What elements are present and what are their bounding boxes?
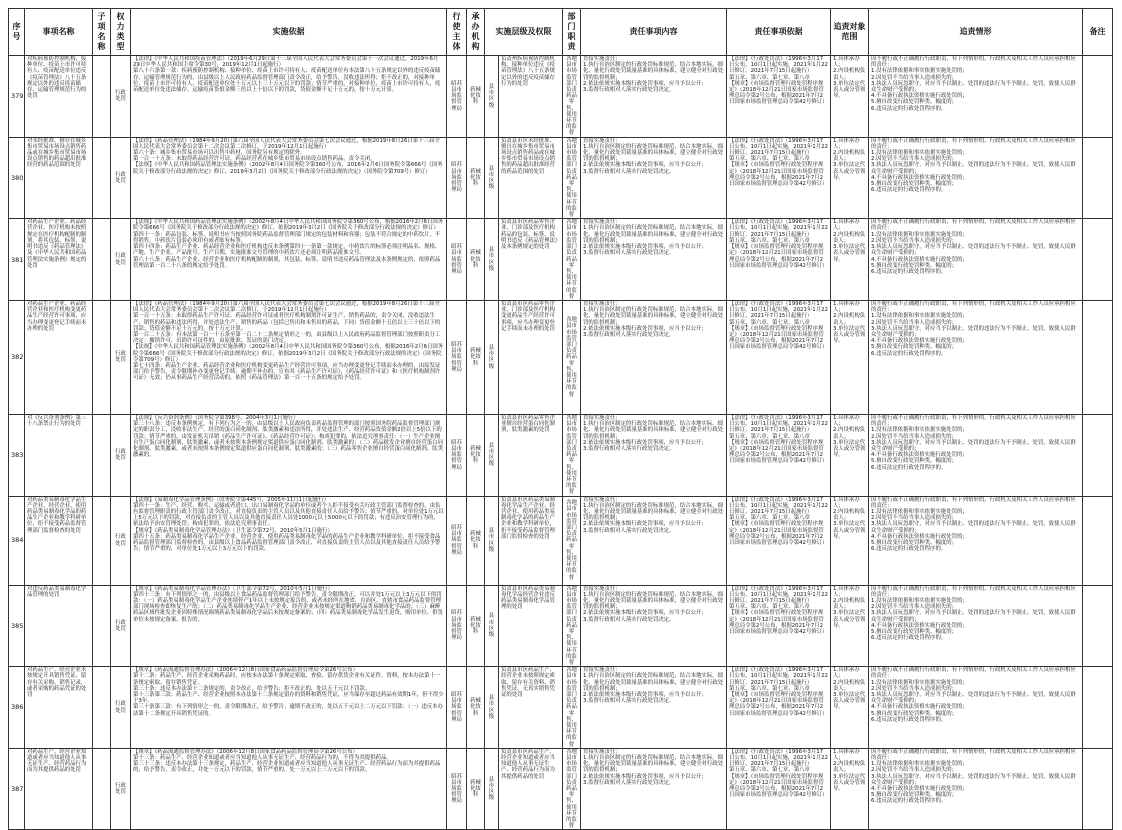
row-actor — [447, 585, 467, 667]
row-seq-text: 382 — [11, 353, 24, 362]
row-scope — [831, 219, 869, 301]
row-power-type-text: 行政处罚 — [115, 351, 126, 364]
row-scope — [831, 748, 869, 830]
row-power-type-text: 行政处罚 — [115, 782, 126, 796]
table-row — [9, 414, 1113, 496]
row-actor — [447, 56, 467, 138]
row-level-county-text: 县市区级 — [488, 83, 495, 109]
row-level-detail — [499, 667, 563, 749]
row-undertaker-text: 药械化妆科 — [470, 698, 481, 717]
row-duty — [581, 748, 727, 830]
row-basis — [131, 219, 447, 301]
row-actor — [447, 219, 467, 301]
col-dept: 部门职责 — [563, 9, 581, 56]
row-dept-text: 各地县市市场监管部门负责药品零售、使用环节的监督 — [566, 500, 577, 581]
row-seq — [9, 667, 25, 749]
row-situation-text: 因不履行或不正确履行行政职责，有下列情形的，行政机关及相关工作人员应承担相应的责任： 1.没有法律依据和事实依据实施处罚的； 2.因处罚不当给当事人造成损失的； 3.执法人员玩忽职守，对应当予以制止、处罚的违法行为不予制止、处罚，致使人民群众生命财产受损的； 4.不具备行政执法资格实施行政处罚的； 5.擅自改变行政处罚种类、幅度的； 6.违反法定的行政处罚程序的。 — [871, 414, 1076, 471]
row-remark — [1083, 219, 1113, 301]
row-item-name — [25, 585, 93, 667]
row-actor — [447, 748, 467, 830]
row-power-type-text: 行政处罚 — [115, 171, 126, 184]
row-sub-item — [93, 137, 111, 219]
row-duty — [581, 300, 727, 414]
row-scope — [831, 585, 869, 667]
row-duty-basis — [727, 585, 831, 667]
row-level-county-text: 县市区级 — [488, 442, 495, 468]
row-actor-text: 昭苏县市场监督管理局 — [451, 244, 462, 275]
col-undertaker: 承办机构 — [467, 9, 485, 56]
row-dept — [563, 748, 581, 830]
row-basis-text: 【规章】《药品类易制毒化学品管理办法》（卫生部令第72号，2010年5月1日施行） 第四十三条：有下列情形之一的，由县级以上食品药品监督管理部门给予警告，责令限期改正，可以并处1万元以上3万元以下的罚款：（一）药品类易制毒化学品生产企业连续停产1年以上未按规定报告的，或者未经所在地省、自治区、直辖市食品药品监督管理部门现场检查即恢复生产的；（二）药品类易制毒化学品生产企业、经营企业未按规定渠道购销药品类易制毒化学品的；（三）麻醉药品区域性批发企业因特殊情况调剂药品类易制毒化学品后未按规定备案的；（四）药品类易制毒化学品发生退货，购用单位、供货单位未按规定备案、报告的。 — [133, 585, 443, 623]
row-level-county-text: 县市区级 — [488, 345, 495, 370]
row-actor-text: 昭苏县市场监督管理局 — [451, 525, 462, 556]
row-power-type-text: 行政处罚 — [115, 90, 126, 103]
row-duty — [581, 414, 727, 496]
row-level-county — [485, 667, 499, 749]
row-scope-text: 1.具体承办人； 2.内设机构负责人； 3.单位法定代表人或分管领导。 — [833, 585, 866, 629]
row-item-name-text: 对疾病预防控制机构、接种单位、疫苗上市许可持有人、疫苗配送单位违反《疫苗管理法》八十五条规定以外的违反疫苗储存、运输管理规范行为的处罚 — [27, 56, 87, 100]
row-duty-basis — [727, 56, 831, 138]
row-dept-text: 各地县市市场监管部门负责药品零售、使用环节的监督 — [566, 219, 577, 300]
row-dept — [563, 585, 581, 667]
row-basis-text: 【法律】《中华人民共和国疫苗管理法》（2019年6月29日第十三届全国人民代表大会常务委员会第十一次会议通过，2019年6月29日中华人民共和国主席令第30号，2019年12月1日起施行） 第八十六条第一款：疾病预防控制机构、接种单位、疫苗上市许可持有人、疫苗配送单位有本法第八十五条规定以外的违反疫苗储存、运输管理规范行为的，由县级以上人民政府药品监督管理部门责令改正，给予警告，没收违法所得；拒不改正的，对接种单位、疫苗上市许可持有人、疫苗配送单位处十万元以上三十万元以下的罚款；情节严重的，对接种单位、疫苗上市许可持有人、疫苗配送单位处违法储存、运输疫苗货值金额三倍以上十倍以下的罚款，货值金额不足十万元的，按十万元计算。 — [133, 56, 441, 94]
row-level-county-text: 县市区级 — [488, 247, 495, 272]
row-power-type-text: 行政处罚 — [115, 449, 126, 462]
row-level-county — [485, 137, 499, 219]
row-basis-text: 【法规】《反兴奋剂条例》（国务院令第398号，2004年3月1日施行） 第三十八条：违反本条例规定，有下列行为之一的，由县级以上人民政府负责药品监督管理的部门按照国务院药品监督管理部门规定的职责分工，没收非法生产、经营的蛋白同化制剂、肽类激素和违法所得，并处违法生产、经营药品货值金额2倍以上5倍以下的罚款；情节严重的，由发证机关吊销《药品生产许可证》、《药品经营许可证》；构成犯罪的，依法追究刑事责任：（一）生产企业擅自生产蛋白同化制剂、肽类激素，或者未按照本条例规定渠道供应蛋白同化制剂、肽类激素的；（二）药品批发企业擅自经营蛋白同化制剂、肽类激素，或者未按照本条例规定渠道供应蛋白同化制剂、肽类激素的；（三）药品零售企业擅自经营蛋白同化制剂、肽类激素的。 — [133, 414, 443, 459]
row-situation — [869, 585, 1083, 667]
row-basis-text: 【法规】《易制毒化学品管理条例》（国务院令第445号，2005年11月1日起施行） 第四十一条：生产、经营、购买、运输或者进口、出口易制毒化学品的单位或者个人拒不接受有关行政主管部门监督检查的，由负有监督管理职责的行政主管部门责令改正，对直接负责的主管人员以及其他直接责任人员给予警告；情节严重的，对单位处1万元以上5万元以下的罚款，对直接负责的主管人员以及其他直接责任人员处1000元以上5000元以下的罚款；有违反治安管理行为的，依法给予治安管理处罚；构成犯罪的，依法追究刑事责任。 【规章】《药品类易制毒化学品管理办法》（卫生部令第72号，2010年5月1日施行） 第四十五条：药品类易制毒化学品生产企业、经营企业、使用药品类易制毒化学品的药品生产企业和教学科研单位，拒不接受食品药品监督管理部门监督检查的，由县级以上食品药品监督管理部门责令改正，对直接负责的主管人员以及其他直接责任人员给予警告；情节严重的，对单位处1万元以上3万元以下的罚款。 — [133, 496, 444, 553]
row-duty-basis-text: 【法律】《行政处罚法》（1996年3月17日公布，10月1日起实施，2021年1月22日修订，2021年7月15日起施行） 第五章、第六章、第七章、第八章 【规章】《市场监督管理行政处罚程序规定》（2018年12月21日国家市场监督管理总局令第2号公布，根据2021年7月2日国家市场监督管理总局令第42号修订） — [729, 56, 828, 106]
row-level-detail-text: 负责县市区药品零售企业擅自经营蛋白同化制剂、肽类激素的处罚 — [501, 414, 555, 434]
row-sub-item — [93, 414, 111, 496]
row-basis — [131, 414, 447, 496]
row-seq — [9, 414, 25, 496]
row-duty-basis-text: 【法律】《行政处罚法》（1996年3月17日公布，10月1日起实施，2021年1月22日修订，2021年7月15日起施行） 第五章、第六章、第七章、第八章 【规章】《市场监督管理行政处罚程序规定》（2018年12月21日国家市场监督管理总局令第2号公布，根据2021年7月2日国家市场监督管理总局令第42号修订） — [729, 137, 828, 188]
table-row — [9, 56, 1113, 138]
row-undertaker — [467, 56, 485, 138]
row-duty-basis-text: 【法律】《行政处罚法》（1996年3月17日公布，10月1日起实施，2021年1月22日修订，2021年7月15日起施行） 第五章、第六章、第七章、第八章 【规章】《市场监督管理行政处罚程序规定》（2018年12月21日国家市场监督管理总局令第2号公布，根据2021年7月2日国家市场监督管理总局令第42号修订） — [729, 219, 828, 269]
row-power-type — [111, 414, 131, 496]
row-scope — [831, 667, 869, 749]
row-undertaker-text: 药械化妆科 — [470, 87, 481, 106]
row-level-county — [485, 219, 499, 301]
row-undertaker-text: 药械化妆科 — [470, 779, 481, 799]
row-actor — [447, 137, 467, 219]
row-dept-text: 各地县市市场监管部门负责药品零售、使用环节的监督 — [566, 748, 577, 830]
row-remark — [1083, 496, 1113, 585]
row-situation-text: 因不履行或不正确履行行政职责，有下列情形的，行政机关及相关工作人员应承担相应的责任： 1.没有法律依据和事实依据实施处罚的； 2.因处罚不当给当事人造成损失的； 3.执法人员玩忽职守，对应当予以制止、处罚的违法行为不予制止、处罚，致使人民群众生命财产受损的； 4.不具备行政执法资格实施行政处罚的； 5.擅自改变行政处罚种类、幅度的； 6.违反法定的行政处罚程序的。 — [871, 56, 1076, 112]
row-undertaker — [467, 585, 485, 667]
row-level-detail-text: 负责县市区药品类易制毒化学品生产企业、经营企业、使用药品类易制毒化学品的药品生产企业和教学科研单位，拒不接受药品监督管理部门监督检查的处罚 — [501, 496, 555, 540]
row-actor — [447, 496, 467, 585]
row-scope — [831, 414, 869, 496]
row-situation-text: 因不履行或不正确履行行政职责，有下列情形的，行政机关及相关工作人员应承担相应的责任： 1.没有法律依据和事实依据实施处罚的； 2.因处罚不当给当事人造成损失的； 3.执法人员玩忽职守，对应当予以制止、处罚的违法行为不予制止、处罚，致使人民群众生命财产受损的； 4.不具备行政执法资格实施行政处罚的； 5.擅自改变行政处罚种类、幅度的； 6.违反法定的行政处罚程序的。 — [871, 137, 1076, 194]
row-situation — [869, 414, 1083, 496]
row-level-detail — [499, 414, 563, 496]
row-actor-text: 昭苏县市场监督管理局 — [451, 439, 462, 471]
row-scope-text: 1.具体承办人； 2.内设机构负责人； 3.单位法定代表人或分管领导。 — [833, 56, 866, 100]
row-duty-basis-text: 【法律】《行政处罚法》（1996年3月17日公布，10月1日起实施，2021年1月22日修订，2021年7月15日起施行） 第五章、第六章、第七章、第八章 【规章】《市场监督管理行政处罚程序规定》（2018年12月21日国家市场监督管理总局令第2号公布，根据2021年7月2日国家市场监督管理总局令第42号修订） — [729, 667, 828, 717]
row-situation — [869, 56, 1083, 138]
col-seq: 序号 — [9, 9, 25, 56]
power-list-table — [8, 8, 1113, 830]
row-undertaker — [467, 137, 485, 219]
row-situation — [869, 748, 1083, 830]
row-dept-text: 各地县市市场监管部门负责药品零售、使用环节的监督 — [566, 414, 577, 496]
col-scope: 追责对象范围 — [831, 9, 869, 56]
row-situation — [869, 667, 1083, 749]
row-actor-text: 昭苏县市场监督管理局 — [451, 162, 462, 194]
row-basis-text: 【规章】《药品流通监督管理办法》（2006年12月8日国家食品药品监督管理局令第26号公布） 第十三条：药品生产、经营企业知道或者应当知道他人从事无证生产、经营药品行为的，不得为其提供药品。 第三十三条：违反本办法第十三条规定，药品生产、经营企业知道或者应当知道他人从事无证生产、经营药品行为而为其提供药品的，给予警告，责令改正，并处一万元以下的罚款，情节严重的，处一万元以上三万元以下的罚款。 — [133, 748, 441, 774]
row-scope-text: 1.具体承办人； 2.内设机构负责人； 3.单位法定代表人或分管领导。 — [833, 300, 866, 345]
row-level-detail-text: 负责县市区药品生产、经营企业知道或者应当知道他人从事无证生产、经营药品行为而为其提供药品的处罚 — [501, 748, 555, 780]
row-power-type — [111, 748, 131, 830]
row-duty-text: 直接实施责任： 1.执行自治区制定的行政处罚标准规范，结合本地实际，细化、量化行政处罚裁量基准的具体标准，建立健全对行政处罚的监督机制； 2.依法依规实施本级行政处罚事项，应当予以公开； 3.监督行政相对人落实行政处罚决定。 — [583, 219, 724, 257]
row-duty-basis-text: 【法律】《行政处罚法》（1996年3月17日公布，10月1日起实施，2021年1月22日修订，2021年7月15日起施行） 第五章、第六章、第七章、第八章 【规章】《市场监督管理行政处罚程序规定》（2018年12月21日国家市场监督管理总局令第2号公布，根据2021年7月2日国家市场监督管理总局令第42号修订） — [729, 748, 828, 799]
row-level-detail-text: 负责县市区药品零售企业、门诊部及医疗机构药品的包装、标签、说明书违反《药品管理法》及本条例规定的处罚 — [501, 219, 558, 251]
row-basis — [131, 585, 447, 667]
row-sub-item — [93, 219, 111, 301]
row-level-detail — [499, 56, 563, 138]
row-power-type-text: 行政处罚 — [115, 619, 126, 632]
row-power-type — [111, 137, 131, 219]
header-row — [9, 9, 1113, 56]
row-duty-text: 直接实施责任： 1.执行自治区制定的行政处罚标准规范，结合本地实际，细化、量化行政处罚裁量基准的具体标准，建立健全对行政处罚的监督机制； 2.依法依规实施本级行政处罚事项，应当予以公开； 3.监督行政相对人落实行政处罚决定。 — [583, 496, 724, 534]
row-seq — [9, 496, 25, 585]
row-level-county-text: 县市区级 — [488, 613, 495, 639]
row-power-type — [111, 56, 131, 138]
table-row — [9, 667, 1113, 749]
row-duty-basis — [727, 300, 831, 414]
row-dept — [563, 300, 581, 414]
row-duty — [581, 496, 727, 585]
row-duty-basis — [727, 667, 831, 749]
row-duty-basis-text: 【法律】《行政处罚法》（1996年3月17日公布，10月1日起实施，2021年1月22日修订，2021年7月15日起施行） 第五章、第六章、第七章、第八章 【规章】《市场监督管理行政处罚程序规定》（2018年12月21日国家市场监督管理总局令第2号公布，根据2021年7月2日国家市场监督管理总局令第42号修订） — [729, 585, 828, 635]
table-row — [9, 496, 1113, 585]
row-sub-item — [93, 300, 111, 414]
row-dept-text: 各地县市市场监管部门负责药品零售、使用环节的监督 — [566, 137, 577, 219]
row-scope-text: 1.具体承办人； 2.内设机构负责人； 3.单位法定代表人或分管领导。 — [833, 137, 866, 181]
row-undertaker-text: 药械化妆科 — [470, 250, 481, 269]
row-remark — [1083, 748, 1113, 830]
row-basis-text: 【规章】《药品流通监督管理办法》（2006年12月8日国家食品药品监督管理局令第26号公布） 第十二条：药品生产、经营企业采购药品时，应按本办法第十条规定索取、查验、留存供货企业有关证件、资料，按本办法第十一条规定索取、留存销售凭证。 第三十条：违反本办法第十二条规定的，责令改正，给予警告；拒不改正的，处以五千元以下罚款。 第十三条第三款：药品生产、经营企业按照本办法第十二条规定留存的资料和销售凭证，应当保存至超过药品有效期1年，但不得少于3年。 第三十条第三款：有下列情形之一的，责令限期改正，给予警告；逾期不改正的，处以五千元以上二万元以下罚款：（一）违反本办法第十二条规定开具销售凭证的。 — [133, 667, 444, 717]
row-actor — [447, 300, 467, 414]
row-duty-text: 直接实施责任： 1.执行自治区制定的行政处罚标准规范，结合本地实际，细化、量化行政处罚裁量基准的具体标准，建立健全对行政处罚的监督机制； 2.依法依规实施本级行政处罚事项，应当予以公开； 3.监督行政相对人落实行政处罚决定。 — [583, 137, 724, 175]
row-item-name-text: 对《反兴奋剂条例》第三十八条禁止行为的处罚 — [27, 414, 87, 428]
row-dept-text: 各地县市市场监管部门负责药品零售、使用环节的监督 — [566, 56, 577, 137]
table-row — [9, 748, 1113, 830]
row-power-type — [111, 585, 131, 667]
table-row — [9, 137, 1113, 219]
row-power-type — [111, 300, 131, 414]
col-basis: 实施依据 — [131, 9, 447, 56]
row-undertaker-text: 药械化妆科 — [470, 531, 481, 550]
row-level-county-text: 县市区级 — [488, 776, 495, 802]
row-level-detail-text: 负责县市区药品生产、经营企业未按照规定索取、留存有关资料、销售凭证，无真实销售凭证的处罚 — [501, 667, 555, 699]
row-remark — [1083, 56, 1113, 138]
row-item-name — [25, 496, 93, 585]
row-situation-text: 因不履行或不正确履行行政职责，有下列情形的，行政机关及相关工作人员应承担相应的责任： 1.没有法律依据和事实依据实施处罚的； 2.因处罚不当给当事人造成损失的； 3.执法人员玩忽职守，对应当予以制止、处罚的违法行为不予制止、处罚，致使人民群众生命财产受损的； 4.不具备行政执法资格实施行政处罚的； 5.擅自改变行政处罚种类、幅度的； 6.违反法定的行政处罚程序的。 — [871, 300, 1076, 357]
row-seq — [9, 300, 25, 414]
row-duty — [581, 585, 727, 667]
row-actor — [447, 414, 467, 496]
row-seq — [9, 585, 25, 667]
row-dept — [563, 414, 581, 496]
row-duty — [581, 56, 727, 138]
row-situation-text: 因不履行或不正确履行行政职责，有下列情形的，行政机关及相关工作人员应承担相应的责任： 1.没有法律依据和事实依据实施处罚的； 2.因处罚不当给当事人造成损失的； 3.执法人员玩忽职守，对应当予以制止、处罚的违法行为不予制止、处罚，致使人民群众生命财产受损的； 4.不具备行政执法资格实施行政处罚的； 5.擅自改变行政处罚种类、幅度的； 6.违反法定的行政处罚程序的。 — [871, 748, 1076, 805]
table-row — [9, 585, 1113, 667]
row-power-type-text: 行政处罚 — [115, 253, 126, 266]
row-item-name-text: 对药品类易制毒化学品生产企业、经营企业、使用药品类易制毒化学品的药品生产企业和教学科研单位，拒不接受药品监督管理部门监督检查的处罚 — [27, 496, 87, 534]
row-actor-text: 昭苏县市场监督管理局 — [451, 610, 462, 642]
row-seq-text: 383 — [11, 451, 24, 460]
row-undertaker-text: 药械化妆科 — [470, 348, 481, 367]
row-basis-text: 【法律】《药品管理法》（1984年9月20日第六届全国人民代表大会常务委员会第七次会议通过，根据2019年8月26日第十三届全国人民代表大会常务委员会第十二次会议第二次修订，于2019年12月1日起施行） 第一百一十五条：未取得药品生产许可证、药品经营许可证或者医疗机构制剂许可证生产、销售药品的，责令关闭，没收违法生产、销售的药品和违法所得，并处违法生产、销售的药品（包括已售出和未售出的药品，下同）货值金额十五倍以上三十倍以下的罚款；货值金额不足十万元的，按十万元计算。 第一百二十五条：有本法第一百一十五条至第一百二十二条规定情形之一的，由县级以上人民政府药品监督管理部门按照职责分工决定：撤销许可、吊销许可证件的，由原批准、发证的部门决定。 【法规】《中华人民共和国药品管理法实施条例》（2002年8月4日中华人民共和国国务院令第360号公布，根据2016年2月6日国务院令第666号《国务院关于修改部分行政法规的决定》修订，依据2019年3月2日《国务院关于修改部分行政法规的决定》（国务院令第709号）修订） 第七十四条：药品生产企业、药品经营企业和医疗机构变更药品生产经营许可事项，应当办理变更登记手续而未办理的，由原发证部门给予警告，责令限期补办变更登记手续；逾期不补办的，宣布其《药品生产许可证》、《药品经营许可证》和《医疗机构制剂许可证》无效；仍从事药品生产经营活动的，依照《药品管理法》第一百一十五条的规定给予处罚。 — [133, 300, 444, 382]
row-dept — [563, 56, 581, 138]
row-power-type — [111, 219, 131, 301]
row-duty-text: 直接实施责任： 1.执行自治区制定的行政处罚标准规范，结合本地实际，细化、量化行政处罚裁量基准的具体标准，建立健全对行政处罚的监督机制； 2.依法依规实施本级行政处罚事项，应当予以公开； 3.监督行政相对人落实行政处罚决定。 — [583, 56, 724, 94]
row-dept-text: 各地县市市场监管部门负责药品零售、使用环节的监督 — [566, 667, 577, 748]
row-seq — [9, 137, 25, 219]
row-sub-item — [93, 56, 111, 138]
row-duty-basis — [727, 748, 831, 830]
row-dept — [563, 137, 581, 219]
row-situation-text: 因不履行或不正确履行行政职责，有下列情形的，行政机关及相关工作人员应承担相应的责任： 1.没有法律依据和事实依据实施处罚的； 2.因处罚不当给当事人造成损失的； 3.执法人员玩忽职守，对应当予以制止、处罚的违法行为不予制止、处罚，致使人民群众生命财产受损的； 4.不具备行政执法资格实施行政处罚的； 5.擅自改变行政处罚种类、幅度的； 6.违反法定的行政处罚程序的。 — [871, 219, 1076, 275]
row-sub-item — [93, 667, 111, 749]
row-basis — [131, 56, 447, 138]
col-power-type: 权力类型 — [111, 9, 131, 56]
row-scope-text: 1.具体承办人； 2.内设机构负责人； 3.单位法定代表人或分管领导。 — [833, 414, 866, 459]
row-dept-text: 各地县市市场监管部门负责药品零售、使用环节的监督 — [566, 585, 577, 666]
row-sub-item — [93, 496, 111, 585]
col-duty-basis: 责任事项依据 — [727, 9, 831, 56]
row-scope-text: 1.具体承办人； 2.内设机构负责人； 3.单位法定代表人或分管领导。 — [833, 667, 866, 711]
row-seq — [9, 219, 25, 301]
row-level-detail-text: 负责县市区药品零售企业、门诊部及医疗机构变更药品生产经营许可事项，应当办理变更登记手续而未办理的处罚 — [501, 300, 555, 332]
row-duty-basis — [727, 137, 831, 219]
row-scope — [831, 137, 869, 219]
row-seq-text: 387 — [11, 785, 24, 794]
row-level-county-text: 县市区级 — [488, 695, 495, 720]
row-level-detail-text: 负责县市区药品类易制毒化学品经营企业违反药品类易制毒化学品管理的处罚 — [501, 585, 555, 611]
row-undertaker-text: 药械化妆科 — [470, 616, 481, 635]
col-duty: 责任事项内容 — [581, 9, 727, 56]
row-situation — [869, 137, 1083, 219]
row-duty-basis — [727, 219, 831, 301]
row-remark — [1083, 414, 1113, 496]
row-situation-text: 因不履行或不正确履行行政职责，有下列情形的，行政机关及相关工作人员应承担相应的责任： 1.没有法律依据和事实依据实施处罚的； 2.因处罚不当给当事人造成损失的； 3.执法人员玩忽职守，对应当予以制止、处罚的违法行为不予制止、处罚，致使人民群众生命财产受损的； 4.不具备行政执法资格实施行政处罚的； 5.擅自改变行政处罚种类、幅度的； 6.违反法定的行政处罚程序的。 — [871, 667, 1076, 723]
row-situation — [869, 496, 1083, 585]
row-duty — [581, 667, 727, 749]
row-duty-basis — [727, 496, 831, 585]
row-level-detail — [499, 585, 563, 667]
table-row — [9, 300, 1113, 414]
row-item-name-text: 对药品生产企业、药品经营企业、医疗机构未按照规定在医疗机构配制的制剂，将其包装、标签、说明书违反《药品管理法》及《中华人民共和国药品管理法实施条例》规定的处罚 — [27, 219, 87, 269]
row-power-type-text: 行政处罚 — [115, 534, 126, 547]
row-basis — [131, 300, 447, 414]
row-undertaker-text: 药械化妆科 — [470, 168, 481, 188]
row-seq-text: 385 — [11, 621, 24, 630]
row-undertaker — [467, 496, 485, 585]
row-seq-text: 386 — [11, 703, 24, 712]
row-level-detail-text: 负责州疾病预防控制机构、接种单位违反《疫苗管理法》八十五条规定以外的违反疫苗储存行为的处罚 — [501, 56, 555, 87]
row-situation — [869, 219, 1083, 301]
row-basis-text: 【法律】《药品管理法》（1984年9月20日第六届全国人民代表大会常务委员会第七次会议通过，根据2019年8月26日第十三届全国人民代表大会常务委员会第十二次会议第二次修订，于2019年12月1日起施行） 第六十条：城乡集市贸易市场可以出售中药材，国务院另有规定的除外。 第一百一十五条：未取得药品经营许可证，药品经营者在城乡集市贸易市场设点销售药品，责令关闭。 【法规】《中华人民共和国药品管理法实施条例》（2002年8月4日国务院令第360号公布，2016年2月6日国务院令第666号《国务院关于修改部分行政法规的决定》修订，2019年3月2日《国务院关于修改部分行政法规的决定》（国务院令第709号）修订） — [133, 137, 443, 175]
row-item-name — [25, 219, 93, 301]
row-duty-text: 直接实施责任： 1.执行自治区制定的行政处罚标准规范，结合本地实际，细化、量化行政处罚裁量基准的具体标准，建立健全对行政处罚的监督机制； 2.依法依规实施本级行政处罚事项，应当予以公开； 3.监督行政相对人落实行政处罚决定。 — [583, 585, 724, 623]
row-level-county-text: 县市区级 — [488, 165, 495, 191]
row-scope-text: 1.具体承办人； 2.内设机构负责人； 3.单位法定代表人或分管领导。 — [833, 748, 866, 793]
row-actor-text: 昭苏县市场监督管理局 — [451, 773, 462, 805]
row-item-name-text: 对药品生产、经营企业未按规定开具销售凭证、留存有关采购、销售记录，或者采购的药品凭证的处罚 — [27, 667, 87, 699]
row-basis-text: 【法规】《中华人民共和国药品管理法实施条例》（2002年8月4日中华人民共和国国务院令第360号公布，根据2016年2月6日国务院令第666号《国务院关于修改部分行政法规的决定》修订，依据2019年3月2日《国务院关于修改部分行政法规的决定》修订） 第四十一条：药品包装、标签、说明书应当按照国务院药品监督管理部门规定的包装材料和容器；包装不符合规定的中药饮片，不得销售。中药饮片包装必须印有或者贴有标签。 第四十四条：药品生产企业、药品经营企业和医疗机构违反本条例第四十一条第一款规定，中药饮片的标签必须注明品名、规格、产地、生产企业、产品批号、生产日期，实施批准文号管理的中药饮片还必须注明药品批准文号。 第六十八条：药品生产企业、经营企业和医疗机构配制的制剂，其包装、标签、说明书违反药品管理法及本条例规定的，依照药品管理法第一百二十八条的规定给予处罚。 — [133, 219, 444, 269]
row-item-name-text: 对违反药品类易制毒化学品管理的处罚 — [27, 585, 87, 598]
table-row — [9, 219, 1113, 301]
col-situation: 追责情形 — [869, 9, 1083, 56]
row-duty-basis-text: 【法律】《行政处罚法》（1996年3月17日公布，10月1日起实施，2021年1月22日修订，2021年7月15日起施行） 第五章、第六章、第七章、第八章 【规章】《市场监督管理行政处罚程序规定》（2018年12月21日国家市场监督管理总局令第2号公布，根据2021年7月2日国家市场监督管理总局令第42号修订） — [729, 414, 828, 465]
row-power-type — [111, 496, 131, 585]
row-seq-text: 381 — [11, 255, 24, 264]
row-seq — [9, 56, 25, 138]
row-actor-text: 昭苏县市场监督管理局 — [451, 692, 462, 723]
row-level-county — [485, 496, 499, 585]
row-undertaker — [467, 219, 485, 301]
row-actor-text: 昭苏县市场监督管理局 — [451, 341, 462, 373]
row-seq-text: 380 — [11, 173, 24, 182]
row-dept — [563, 219, 581, 301]
row-level-county — [485, 748, 499, 830]
row-scope — [831, 56, 869, 138]
row-undertaker — [467, 300, 485, 414]
row-remark — [1083, 585, 1113, 667]
row-item-name — [25, 137, 93, 219]
row-power-type-text: 行政处罚 — [115, 701, 126, 714]
col-actor: 行使主体 — [447, 9, 467, 56]
row-level-county — [485, 414, 499, 496]
row-scope — [831, 300, 869, 414]
row-level-detail — [499, 748, 563, 830]
row-item-name-text: 对未经批准，擅自在城乡集市贸易市场设点销售药品或在城乡集市贸易市场设点销售的药品超出批准经营的药品范围的处罚 — [27, 137, 87, 169]
row-situation-text: 因不履行或不正确履行行政职责，有下列情形的，行政机关及相关工作人员应承担相应的责任： 1.没有法律依据和事实依据实施处罚的； 2.因处罚不当给当事人造成损失的； 3.执法人员玩忽职守，对应当予以制止、处罚的违法行为不予制止、处罚，致使人民群众生命财产受损的； 4.不具备行政执法资格实施行政处罚的； 5.擅自改变行政处罚种类、幅度的； 6.违反法定的行政处罚程序的。 — [871, 585, 1076, 642]
row-duty-text: 直接实施责任： 1.执行自治区制定的行政处罚标准规范，结合本地实际，细化、量化行政处罚裁量基准的具体标准，建立健全对行政处罚的监督机制； 2.依法依规实施本级行政处罚事项，应当予以公开； 3.监督行政相对人落实行政处罚决定。 — [583, 667, 724, 705]
row-item-name — [25, 748, 93, 830]
row-duty — [581, 137, 727, 219]
row-level-county — [485, 56, 499, 138]
row-undertaker — [467, 414, 485, 496]
row-actor — [447, 667, 467, 749]
row-basis — [131, 496, 447, 585]
row-level-county-text: 县市区级 — [488, 528, 495, 553]
row-level-county — [485, 585, 499, 667]
row-power-type — [111, 667, 131, 749]
row-item-name — [25, 300, 93, 414]
row-remark — [1083, 667, 1113, 749]
row-scope-text: 1.具体承办人； 2.内设机构负责人； 3.单位法定代表人或分管领导。 — [833, 496, 866, 540]
row-remark — [1083, 137, 1113, 219]
row-basis — [131, 667, 447, 749]
row-level-detail-text: 负责县市区未经批准，擅自在城乡集市贸易市场设点销售药品或在城乡集市贸易市场设点销售的药品超出批准经营的药品范围的处罚 — [501, 137, 555, 175]
row-item-name — [25, 56, 93, 138]
row-level-county — [485, 300, 499, 414]
row-duty-text: 直接实施责任： 1.执行自治区制定的行政处罚标准规范，结合本地实际，细化、量化行政处罚裁量基准的具体标准，建立健全对行政处罚的监督机制； 2.依法依规实施本级行政处罚事项，应当予以公开； 3.监督行政相对人落实行政处罚决定。 — [583, 300, 724, 338]
row-level-detail — [499, 137, 563, 219]
row-undertaker — [467, 748, 485, 830]
row-situation-text: 因不履行或不正确履行行政职责，有下列情形的，行政机关及相关工作人员应承担相应的责任： 1.没有法律依据和事实依据实施处罚的； 2.因处罚不当给当事人造成损失的； 3.执法人员玩忽职守，对应当予以制止、处罚的违法行为不予制止、处罚，致使人民群众生命财产受损的； 4.不具备行政执法资格实施行政处罚的； 5.擅自改变行政处罚种类、幅度的； 6.违反法定的行政处罚程序的。 — [871, 496, 1076, 553]
row-situation — [869, 300, 1083, 414]
row-seq-text: 384 — [11, 536, 24, 545]
row-basis — [131, 137, 447, 219]
row-dept — [563, 667, 581, 749]
row-dept-text: 各地县市市场监管部门负责药品零售、使用环节的监督 — [566, 317, 577, 398]
row-level-detail — [499, 219, 563, 301]
row-item-name — [25, 414, 93, 496]
row-scope-text: 1.具体承办人； 2.内设机构负责人； 3.单位法定代表人或分管领导。 — [833, 219, 866, 263]
row-actor-text: 昭苏县市场监督管理局 — [451, 80, 462, 112]
row-seq-text: 379 — [11, 92, 24, 101]
col-level: 实施层级及权限 — [485, 9, 563, 56]
row-seq — [9, 748, 25, 830]
row-item-name-text: 对药品生产企业、药品经营企业和医疗机构变更药品生产经营许可事项，应当办理变更登记手续而未办理的处罚 — [27, 300, 87, 332]
row-duty — [581, 219, 727, 301]
row-dept — [563, 496, 581, 585]
row-level-detail — [499, 496, 563, 585]
col-item-name: 事项名称 — [25, 9, 93, 56]
row-sub-item — [93, 585, 111, 667]
row-duty-basis-text: 【法律】《行政处罚法》（1996年3月17日公布，10月1日起实施，2021年1月22日修订，2021年7月15日起施行） 第五章、第六章、第七章、第八章 【规章】《市场监督管理行政处罚程序规定》（2018年12月21日国家市场监督管理总局令第2号公布，根据2021年7月2日国家市场监督管理总局令第42号修订） — [729, 496, 828, 546]
row-duty-basis — [727, 414, 831, 496]
row-remark — [1083, 300, 1113, 414]
col-sub-item: 子项名称 — [93, 9, 111, 56]
row-undertaker-text: 药械化妆科 — [470, 445, 481, 465]
row-undertaker — [467, 667, 485, 749]
row-scope — [831, 496, 869, 585]
row-duty-basis-text: 【法律】《行政处罚法》（1996年3月17日公布，10月1日起实施，2021年1月22日修订，2021年7月15日起施行） 第五章、第六章、第七章、第八章 【规章】《市场监督管理行政处罚程序规定》（2018年12月21日国家市场监督管理总局令第2号公布，根据2021年7月2日国家市场监督管理总局令第42号修订） — [729, 300, 828, 351]
row-sub-item — [93, 748, 111, 830]
row-basis — [131, 748, 447, 830]
row-item-name — [25, 667, 93, 749]
power-list-table-page — [8, 8, 1112, 830]
row-duty-text: 直接实施责任： 1.执行自治区制定的行政处罚标准规范，结合本地实际，细化、量化行政处罚裁量基准的具体标准，建立健全对行政处罚的监督机制； 2.依法依规实施本级行政处罚事项，应当予以公开； 3.监督行政相对人落实行政处罚决定。 — [583, 414, 724, 452]
row-item-name-text: 对药品生产、经营企业知道或者应当知道他人从事无证生产、经营药品行为而为其提供药品的处罚 — [27, 748, 87, 774]
row-level-detail — [499, 300, 563, 414]
col-remark: 备注 — [1083, 9, 1113, 56]
row-duty-text: 直接实施责任： 1.执行自治区制定的行政处罚标准规范，结合本地实际，细化、量化行政处罚裁量基准的具体标准，建立健全对行政处罚的监督机制； 2.依法依规实施本级行政处罚事项，应当予以公开； 3.监督行政相对人落实行政处罚决定。 — [583, 748, 724, 786]
